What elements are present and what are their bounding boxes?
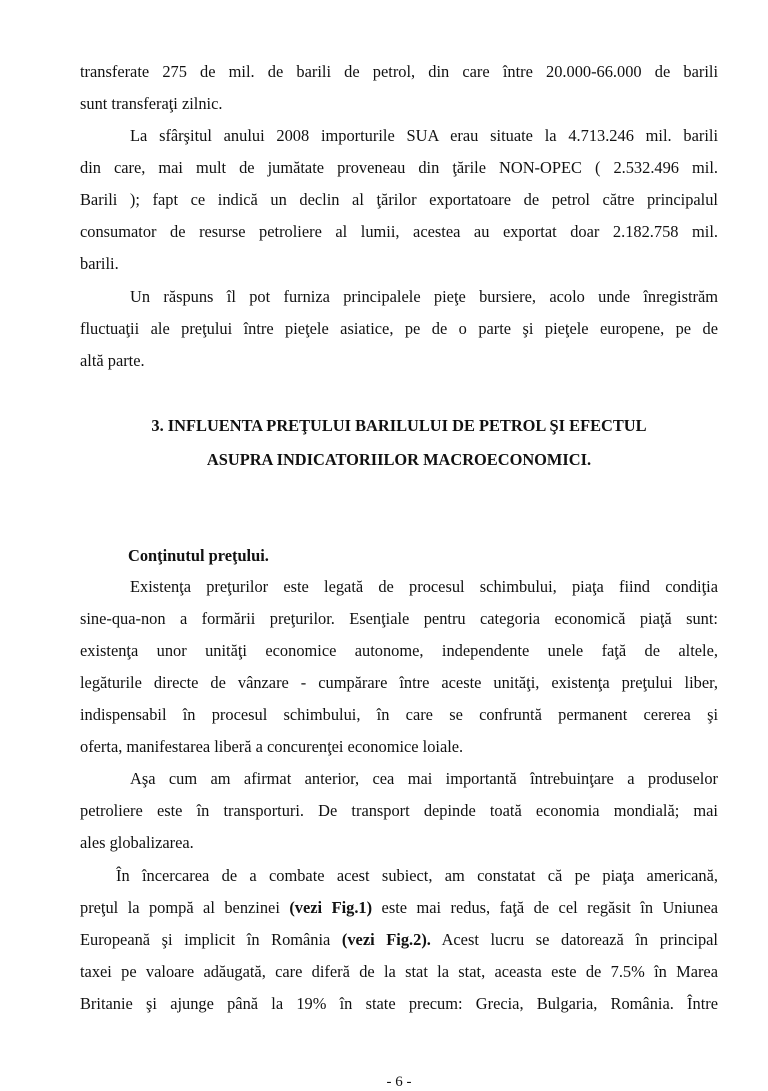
fig1-reference: (vezi Fig.1) [289,898,373,917]
para2-line-5: barili. [80,254,119,273]
para6-line-3 [80,930,718,950]
fig2-reference: (vezi Fig.2). [341,930,431,949]
page-number: - 6 - [386,1074,412,1090]
para2-line-2: din care, mai mult de jumătate proveneau din ţările NON-OPEC ( 2.532.496 mil. [80,158,718,177]
para3-line-1: Un răspuns îl pot furniza principalele pieţe bursiere, acolo unde înregistrăm [130,287,718,306]
para6-line-2-text-a: preţul la pompă al benzinei [80,898,290,917]
para6-line-3-text-c: Acest lucru se datorează în principal [430,930,718,949]
para6-line-1: În încercarea de a combate acest subiect, am constatat că pe piaţa americană, [116,866,718,885]
para5-line-2: petroliere este în transporturi. De transport depinde toată economia mondială; mai [80,801,718,820]
para5-line-3: ales globalizarea. [80,833,194,852]
para1-line-1: transferate 275 de mil. de barili de petrol, din care între 20.000-66.000 de barili [80,62,718,81]
para4-line-4: legăturile directe de vânzare - cumpărare între aceste unităţi, existenţa preţului liber, [80,673,718,692]
para3-line-2: fluctuaţii ale preţului între pieţele asiatice, pe de o parte şi pieţele europene, pe de [80,319,718,338]
para5-line-1: Aşa cum am afirmat anterior, cea mai importantă întrebuinţare a produselor [130,769,718,788]
para1-line-2: sunt transferaţi zilnic. [80,94,223,113]
section-title-line-2: ASUPRA INDICATORIILOR MACROECONOMICI. [206,450,592,469]
para2-line-3: Barili ); fapt ce indică un declin al ţărilor exportatoare de petrol către principalul [80,190,718,209]
para6-line-3-text-a: Europeană şi implicit în România [80,930,342,949]
para6-line-4: taxei pe valoare adăugată, care diferă de la stat la stat, aceasta este de 7.5% în Marea [80,962,718,981]
para6-line-2 [80,898,718,918]
para4-line-3: existenţa unor unităţi economice autonome, independente unele faţă de altele, [80,641,718,660]
subsection-title: Conţinutul preţului. [128,546,269,565]
para4-line-6: oferta, manifestarea liberă a concurenţei economice loiale. [80,737,464,756]
para6-line-5: Britanie şi ajunge până la 19% în state precum: Grecia, Bulgaria, România. Între [80,994,718,1013]
para3-line-3: altă parte. [80,351,145,370]
para4-line-5: indispensabil în procesul schimbului, în care se confruntă permanent cererea şi [80,705,718,724]
section-title-line-1: 3. INFLUENTA PREŢULUI BARILULUI DE PETROL ŞI EFECTUL [151,416,647,435]
para2-line-4: consumator de resurse petroliere al lumii, acestea au exportat doar 2.182.758 mil. [80,222,718,241]
para2-line-1: La sfârşitul anului 2008 importurile SUA erau situate la 4.713.246 mil. barili [130,126,718,145]
para6-line-2-text-c: este mai redus, faţă de cel regăsit în Uniunea [372,898,718,917]
para4-line-1: Existenţa preţurilor este legată de procesul schimbului, piaţa fiind condiţia [130,577,718,596]
para4-line-2: sine-qua-non a formării preţurilor. Esenţiale pentru categoria economică piaţă sunt: [80,609,718,628]
